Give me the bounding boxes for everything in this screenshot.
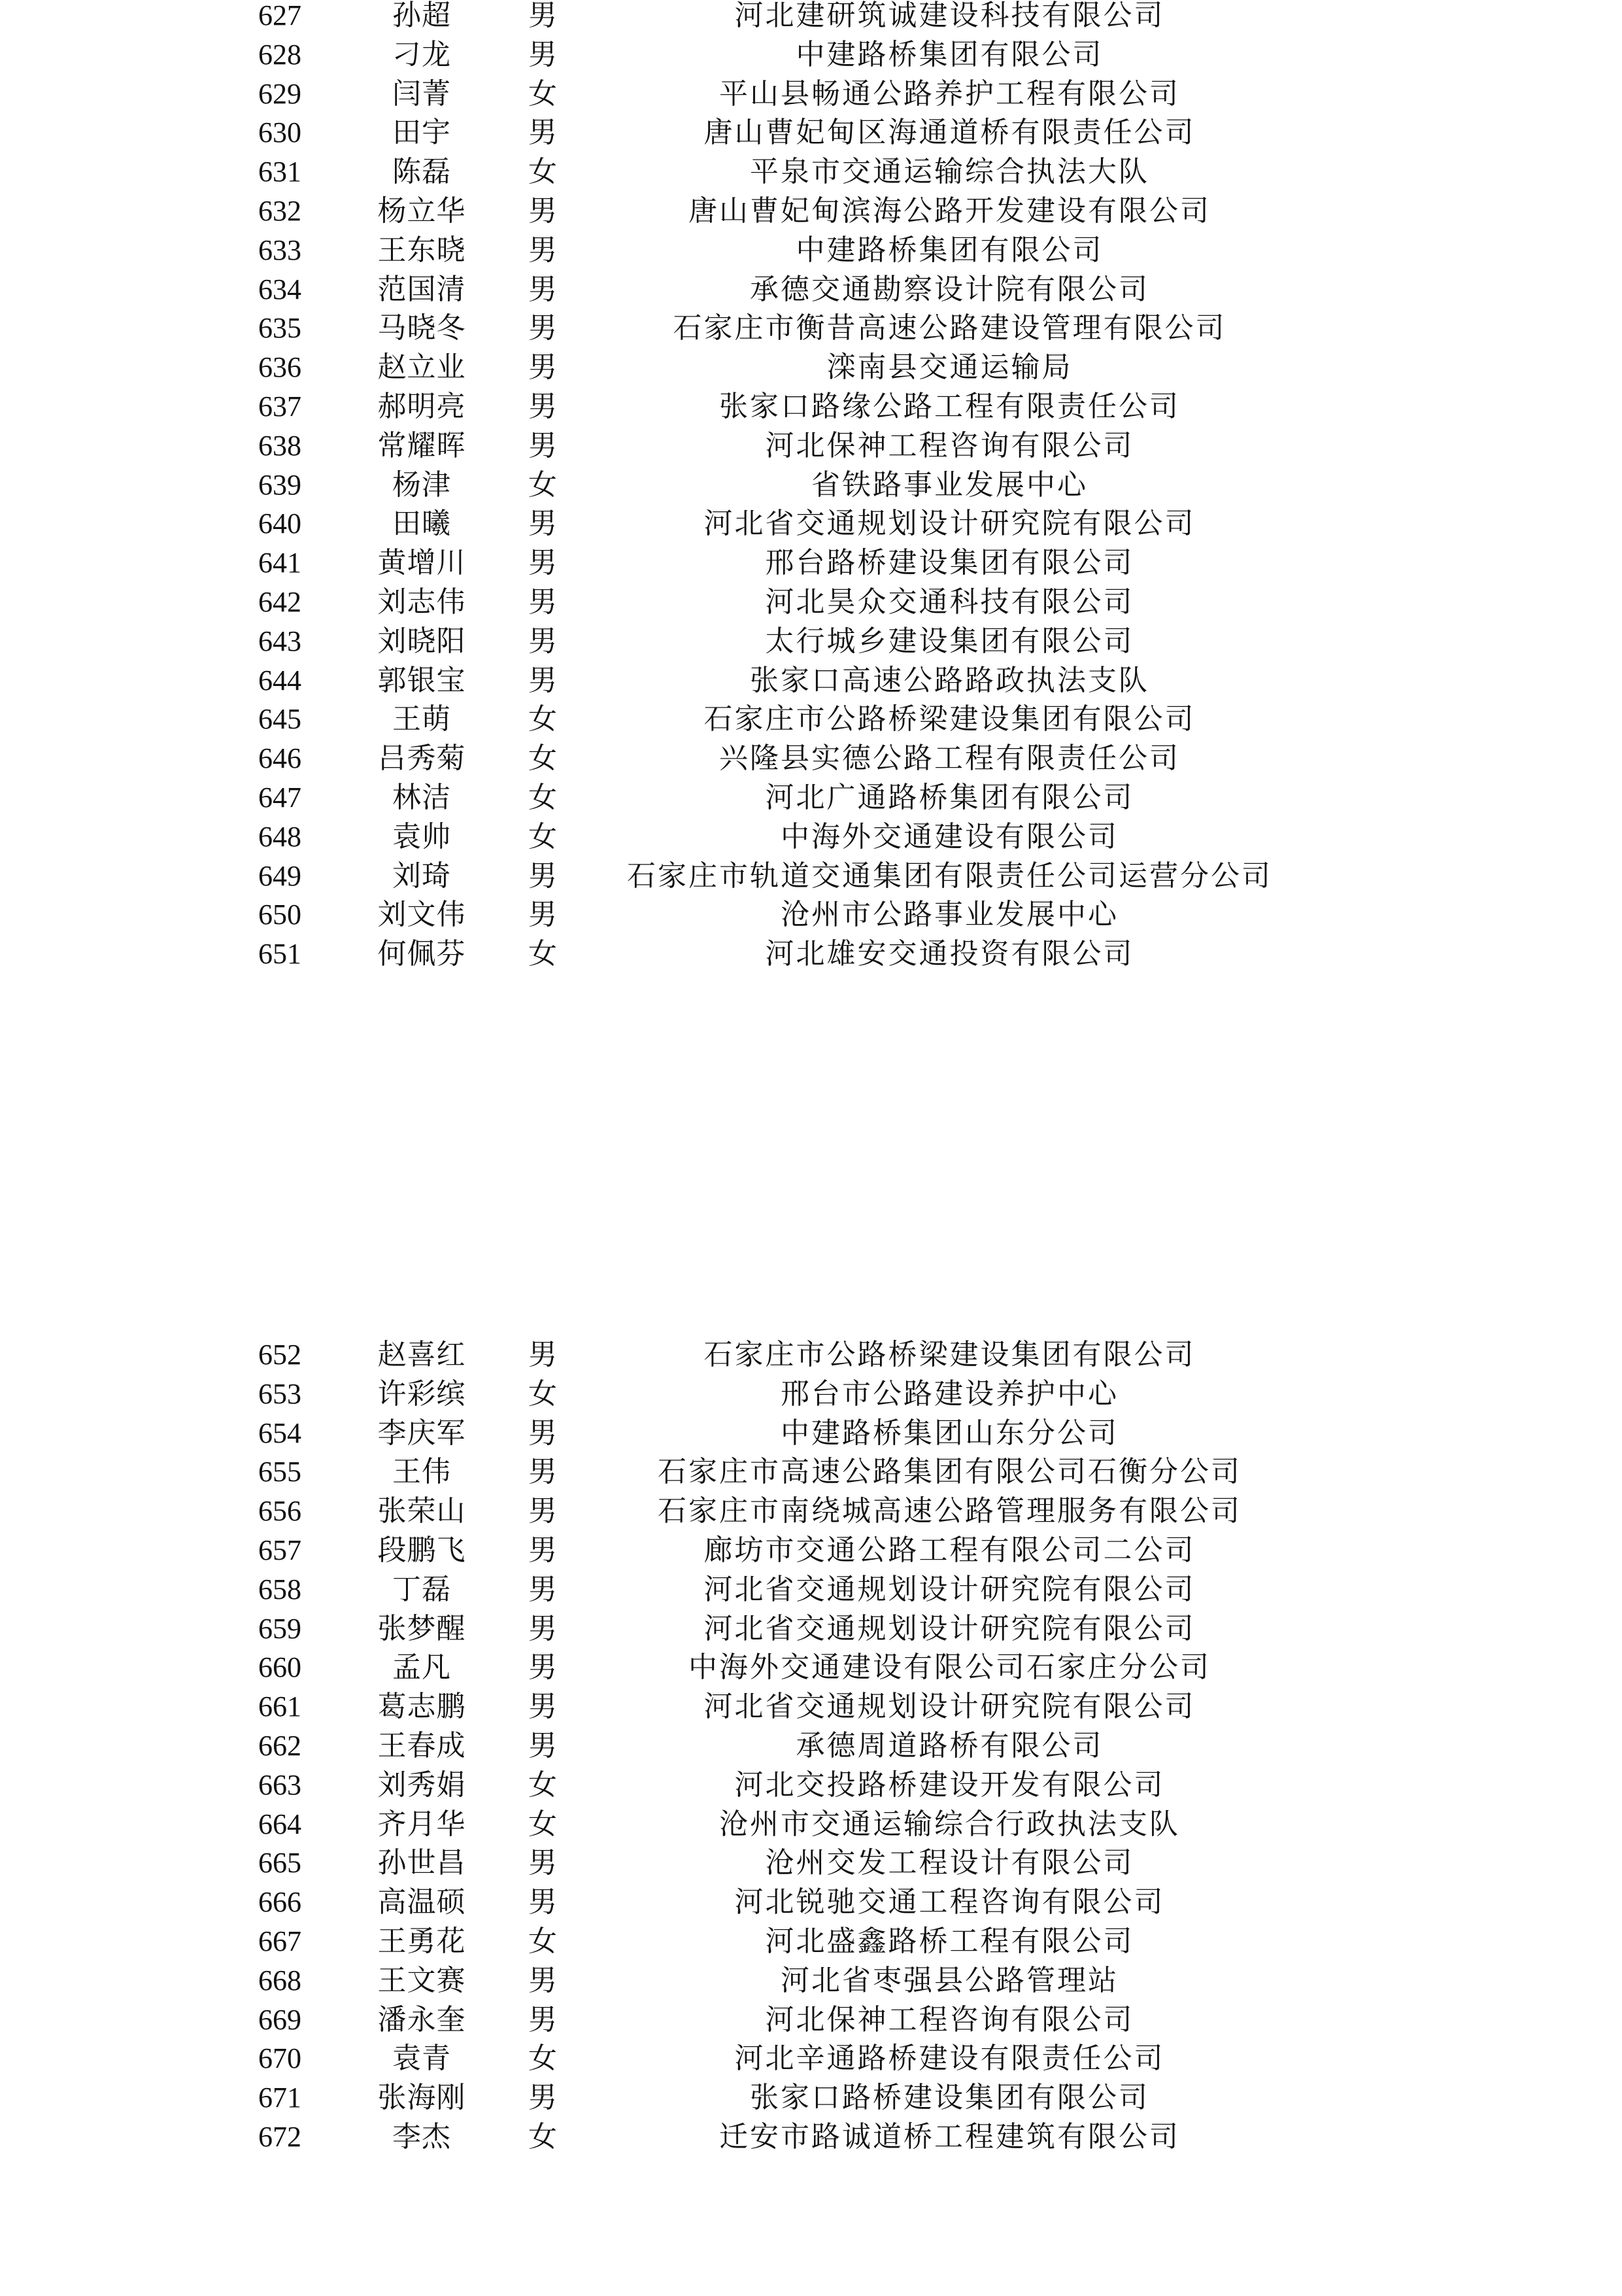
organization-cell: 中建路桥集团有限公司 — [796, 233, 1104, 267]
table-row — [0, 587, 1622, 626]
organization-cell: 唐山曹妃甸区海通道桥有限责任公司 — [703, 116, 1196, 150]
organization-cell: 石家庄市轨道交通集团有限责任公司运营分公司 — [627, 859, 1272, 893]
gender-cell: 女 — [528, 702, 557, 736]
person-name: 林洁 — [392, 780, 451, 814]
person-name: 齐月华 — [377, 1807, 466, 1841]
gender-cell: 男 — [528, 2081, 557, 2115]
row-number: 656 — [258, 1495, 301, 1528]
organization-cell: 滦南县交通运输局 — [826, 351, 1073, 385]
row-number: 627 — [258, 0, 301, 31]
organization-cell: 河北省交通规划设计研究院有限公司 — [703, 1572, 1196, 1606]
person-name: 郝明亮 — [377, 389, 466, 423]
organization-cell: 石家庄市高速公路集团有限公司石衡分公司 — [658, 1455, 1242, 1489]
person-name: 刁龙 — [392, 37, 451, 71]
row-number: 669 — [258, 2003, 301, 2036]
table-row — [0, 2082, 1622, 2121]
list-block-bottom — [0, 1339, 1622, 2161]
gender-cell: 男 — [528, 1846, 557, 1880]
row-number: 637 — [258, 390, 301, 422]
organization-cell: 河北广通路桥集团有限公司 — [765, 780, 1134, 814]
row-number: 645 — [258, 703, 301, 736]
table-row — [0, 156, 1622, 196]
list-block-top — [0, 0, 1622, 978]
table-row — [0, 1965, 1622, 2004]
row-number: 657 — [258, 1534, 301, 1566]
person-name: 刘秀娟 — [377, 1768, 466, 1802]
organization-cell: 承德周道路桥有限公司 — [796, 1728, 1104, 1762]
organization-cell: 廊坊市交通公路工程有限公司二公司 — [703, 1533, 1196, 1567]
person-name: 王勇花 — [377, 1924, 466, 1958]
gender-cell: 男 — [528, 1885, 557, 1919]
organization-cell: 石家庄市公路桥梁建设集团有限公司 — [703, 1338, 1196, 1371]
table-row — [0, 1887, 1622, 1926]
table-row — [0, 1379, 1622, 1418]
row-number: 667 — [258, 1925, 301, 1957]
gender-cell: 女 — [528, 742, 557, 776]
row-number: 643 — [258, 625, 301, 657]
gender-cell: 女 — [528, 1807, 557, 1841]
table-row — [0, 1730, 1622, 1770]
gender-cell: 男 — [528, 194, 557, 228]
row-number: 668 — [258, 1964, 301, 1996]
gender-cell: 男 — [528, 507, 557, 541]
person-name: 李杰 — [392, 2119, 451, 2153]
gender-cell: 女 — [528, 1924, 557, 1958]
row-number: 635 — [258, 312, 301, 345]
table-row — [0, 470, 1622, 509]
person-name: 赵立业 — [377, 351, 466, 385]
gender-cell: 男 — [528, 585, 557, 619]
gender-cell: 男 — [528, 233, 557, 267]
row-number: 642 — [258, 585, 301, 618]
table-row — [0, 861, 1622, 900]
table-row — [0, 665, 1622, 704]
table-row — [0, 1339, 1622, 1379]
person-name: 郭银宝 — [377, 663, 466, 697]
gender-cell: 男 — [528, 428, 557, 462]
person-name: 吕秀菊 — [377, 742, 466, 776]
table-row — [0, 274, 1622, 313]
organization-cell: 邢台路桥建设集团有限公司 — [765, 546, 1134, 580]
person-name: 赵喜红 — [377, 1338, 466, 1371]
row-number: 647 — [258, 781, 301, 814]
organization-cell: 石家庄市公路桥梁建设集团有限公司 — [703, 702, 1196, 736]
table-row — [0, 1847, 1622, 1887]
person-name: 何佩芬 — [377, 937, 466, 971]
organization-cell: 河北省交通规划设计研究院有限公司 — [703, 1690, 1196, 1724]
row-number: 634 — [258, 273, 301, 305]
table-row — [0, 704, 1622, 743]
table-row — [0, 430, 1622, 470]
table-row — [0, 2004, 1622, 2044]
row-number: 660 — [258, 1651, 301, 1684]
gender-cell: 男 — [528, 663, 557, 697]
table-row — [0, 117, 1622, 156]
table-row — [0, 938, 1622, 978]
table-row — [0, 1613, 1622, 1653]
gender-cell: 男 — [528, 0, 557, 32]
organization-cell: 中海外交通建设有限公司 — [781, 819, 1119, 853]
row-number: 646 — [258, 742, 301, 775]
organization-cell: 河北雄安交通投资有限公司 — [765, 937, 1134, 971]
gender-cell: 女 — [528, 819, 557, 853]
organization-cell: 承德交通勘察设计院有限公司 — [750, 272, 1149, 306]
gender-cell: 男 — [528, 272, 557, 306]
organization-cell: 沧州市交通运输综合行政执法支队 — [719, 1807, 1180, 1841]
person-name: 李庆军 — [377, 1416, 466, 1450]
gender-cell: 男 — [528, 898, 557, 932]
person-name: 常耀晖 — [377, 428, 466, 462]
person-name: 杨立华 — [377, 194, 466, 228]
organization-cell: 邢台市公路建设养护中心 — [781, 1377, 1119, 1411]
table-row — [0, 391, 1622, 430]
organization-cell: 石家庄市南绕城高速公路管理服务有限公司 — [658, 1494, 1242, 1528]
gender-cell: 男 — [528, 1728, 557, 1762]
organization-cell: 张家口路桥建设集团有限公司 — [750, 2081, 1149, 2115]
table-row — [0, 352, 1622, 391]
gender-cell: 男 — [528, 859, 557, 893]
row-number: 632 — [258, 194, 301, 227]
organization-cell: 平山县畅通公路养护工程有限公司 — [719, 77, 1180, 111]
person-name: 刘晓阳 — [377, 624, 466, 658]
organization-cell: 张家口路缘公路工程有限责任公司 — [719, 389, 1180, 423]
table-row — [0, 0, 1622, 39]
person-name: 张梦醒 — [377, 1611, 466, 1645]
organization-cell: 中海外交通建设有限公司石家庄分公司 — [688, 1651, 1211, 1685]
gender-cell: 男 — [528, 116, 557, 150]
row-number: 631 — [258, 156, 301, 188]
row-number: 661 — [258, 1690, 301, 1723]
gender-cell: 男 — [528, 1416, 557, 1450]
person-name: 范国清 — [377, 272, 466, 306]
row-number: 629 — [258, 77, 301, 110]
organization-cell: 迁安市路诚道桥工程建筑有限公司 — [719, 2119, 1180, 2153]
table-row — [0, 1770, 1622, 1809]
person-name: 孟凡 — [392, 1651, 451, 1685]
row-number: 665 — [258, 1847, 301, 1879]
person-name: 张海刚 — [377, 2081, 466, 2115]
gender-cell: 女 — [528, 1768, 557, 1802]
row-number: 652 — [258, 1339, 301, 1371]
person-name: 王春成 — [377, 1728, 466, 1762]
gender-cell: 女 — [528, 937, 557, 971]
person-name: 孙世昌 — [377, 1846, 466, 1880]
gender-cell: 男 — [528, 1690, 557, 1724]
table-row — [0, 1574, 1622, 1613]
person-name: 杨津 — [392, 468, 451, 502]
gender-cell: 女 — [528, 468, 557, 502]
person-name: 刘琦 — [392, 859, 451, 893]
person-name: 张荣山 — [377, 1494, 466, 1528]
organization-cell: 河北辛通路桥建设有限责任公司 — [734, 2042, 1165, 2076]
table-row — [0, 547, 1622, 587]
person-name: 袁青 — [392, 2042, 451, 2076]
organization-cell: 太行城乡建设集团有限公司 — [765, 624, 1134, 658]
organization-cell: 省铁路事业发展中心 — [811, 468, 1088, 502]
organization-cell: 石家庄市衡昔高速公路建设管理有限公司 — [673, 311, 1226, 345]
organization-cell: 唐山曹妃甸滨海公路开发建设有限公司 — [688, 194, 1211, 228]
person-name: 田宇 — [392, 116, 451, 150]
gender-cell: 女 — [528, 155, 557, 189]
person-name: 王伟 — [392, 1455, 451, 1489]
person-name: 刘志伟 — [377, 585, 466, 619]
row-number: 658 — [258, 1573, 301, 1605]
gender-cell: 男 — [528, 1494, 557, 1528]
row-number: 630 — [258, 116, 301, 149]
table-row — [0, 782, 1622, 821]
table-row — [0, 743, 1622, 782]
row-number: 649 — [258, 859, 301, 892]
person-name: 王东晓 — [377, 233, 466, 267]
table-row — [0, 1456, 1622, 1496]
row-number: 636 — [258, 351, 301, 384]
row-number: 671 — [258, 2082, 301, 2114]
row-number: 666 — [258, 1886, 301, 1919]
gender-cell: 男 — [528, 2002, 557, 2036]
gender-cell: 男 — [528, 1338, 557, 1371]
table-row — [0, 821, 1622, 861]
organization-cell: 河北省枣强县公路管理站 — [781, 1963, 1119, 1997]
row-number: 641 — [258, 547, 301, 579]
table-row — [0, 626, 1622, 665]
gender-cell: 男 — [528, 1533, 557, 1567]
table-row — [0, 1691, 1622, 1730]
gender-cell: 男 — [528, 1455, 557, 1489]
row-number: 653 — [258, 1377, 301, 1410]
row-number: 644 — [258, 664, 301, 696]
row-number: 628 — [258, 38, 301, 71]
gender-cell: 男 — [528, 1963, 557, 1997]
row-number: 633 — [258, 233, 301, 266]
row-number: 654 — [258, 1416, 301, 1449]
organization-cell: 河北建研筑诚建设科技有限公司 — [734, 0, 1165, 32]
table-row — [0, 1652, 1622, 1691]
organization-cell: 河北保神工程咨询有限公司 — [765, 428, 1134, 462]
table-row — [0, 1535, 1622, 1574]
organization-cell: 沧州市公路事业发展中心 — [781, 898, 1119, 932]
person-name: 马晓冬 — [377, 311, 466, 345]
organization-cell: 河北昊众交通科技有限公司 — [765, 585, 1134, 619]
gender-cell: 男 — [528, 1651, 557, 1685]
organization-cell: 河北省交通规划设计研究院有限公司 — [703, 1611, 1196, 1645]
organization-cell: 河北锐驰交通工程咨询有限公司 — [734, 1885, 1165, 1919]
organization-cell: 兴隆县实德公路工程有限责任公司 — [719, 742, 1180, 776]
gender-cell: 女 — [528, 780, 557, 814]
person-name: 许彩缤 — [377, 1377, 466, 1411]
table-row — [0, 235, 1622, 274]
row-number: 640 — [258, 507, 301, 540]
row-number: 638 — [258, 429, 301, 462]
person-name: 段鹏飞 — [377, 1533, 466, 1567]
gender-cell: 男 — [528, 546, 557, 580]
person-name: 丁磊 — [392, 1572, 451, 1606]
gender-cell: 男 — [528, 389, 557, 423]
person-name: 潘永奎 — [377, 2002, 466, 2036]
person-name: 刘文伟 — [377, 898, 466, 932]
person-name: 闫菁 — [392, 77, 451, 111]
gender-cell: 男 — [528, 37, 557, 71]
table-row — [0, 899, 1622, 938]
table-row — [0, 1926, 1622, 1965]
gender-cell: 男 — [528, 1572, 557, 1606]
table-row — [0, 313, 1622, 352]
organization-cell: 张家口高速公路路政执法支队 — [750, 663, 1149, 697]
organization-cell: 沧州交发工程设计有限公司 — [765, 1846, 1134, 1880]
row-number: 659 — [258, 1612, 301, 1645]
gender-cell: 男 — [528, 311, 557, 345]
gender-cell: 男 — [528, 624, 557, 658]
gender-cell: 女 — [528, 2119, 557, 2153]
gender-cell: 男 — [528, 1611, 557, 1645]
person-name: 袁帅 — [392, 819, 451, 853]
table-row — [0, 508, 1622, 547]
table-row — [0, 1809, 1622, 1848]
table-row — [0, 1496, 1622, 1535]
table-row — [0, 39, 1622, 78]
table-row — [0, 1418, 1622, 1457]
organization-cell: 中建路桥集团有限公司 — [796, 37, 1104, 71]
row-number: 663 — [258, 1768, 301, 1801]
row-number: 650 — [258, 899, 301, 931]
row-number: 664 — [258, 1808, 301, 1840]
gender-cell: 女 — [528, 77, 557, 111]
person-name: 孙超 — [392, 0, 451, 32]
organization-cell: 中建路桥集团山东分公司 — [781, 1416, 1119, 1450]
gender-cell: 女 — [528, 1377, 557, 1411]
organization-cell: 河北省交通规划设计研究院有限公司 — [703, 507, 1196, 541]
gender-cell: 女 — [528, 2042, 557, 2076]
person-name: 田曦 — [392, 507, 451, 541]
table-row — [0, 78, 1622, 118]
row-number: 670 — [258, 2042, 301, 2075]
row-number: 651 — [258, 938, 301, 970]
organization-cell: 河北盛鑫路桥工程有限公司 — [765, 1924, 1134, 1958]
person-name: 黄增川 — [377, 546, 466, 580]
table-row — [0, 196, 1622, 235]
person-name: 高温硕 — [377, 1885, 466, 1919]
organization-cell: 河北交投路桥建设开发有限公司 — [734, 1768, 1165, 1802]
organization-cell: 平泉市交通运输综合执法大队 — [750, 155, 1149, 189]
row-number: 662 — [258, 1729, 301, 1762]
table-row — [0, 2043, 1622, 2082]
row-number: 648 — [258, 820, 301, 853]
row-number: 672 — [258, 2120, 301, 2153]
person-name: 王萌 — [392, 702, 451, 736]
table-row — [0, 2121, 1622, 2161]
row-number: 655 — [258, 1456, 301, 1488]
person-name: 陈磊 — [392, 155, 451, 189]
gender-cell: 男 — [528, 351, 557, 385]
person-name: 王文赛 — [377, 1963, 466, 1997]
row-number: 639 — [258, 468, 301, 501]
organization-cell: 河北保神工程咨询有限公司 — [765, 2002, 1134, 2036]
person-name: 葛志鹏 — [377, 1690, 466, 1724]
